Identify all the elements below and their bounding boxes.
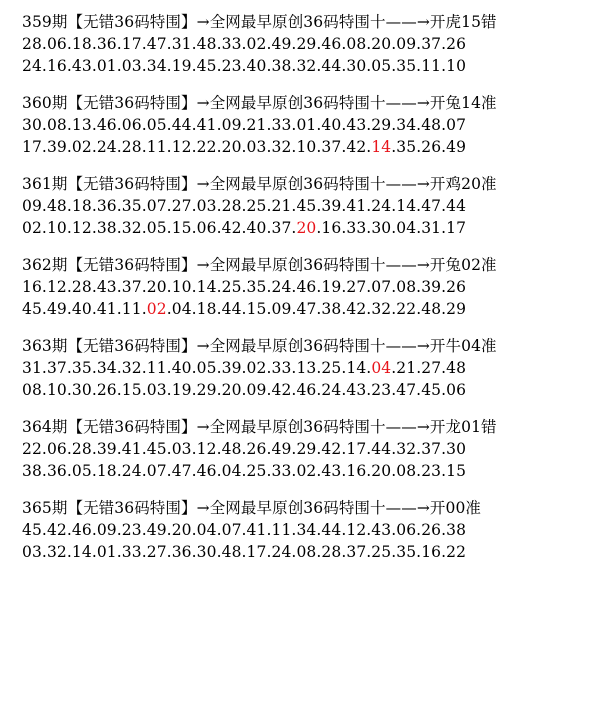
numbers: 31.37.35.34.32.11.40.05.39.02.33.13.25.14.	[22, 359, 372, 377]
number-row	[22, 33, 595, 55]
number-row	[22, 298, 595, 320]
numbers: .16.33.30.04.31.17	[316, 219, 467, 237]
numbers: 45.49.40.41.11.	[22, 300, 147, 318]
number-row	[22, 379, 595, 401]
entry-360	[22, 92, 595, 158]
number-row	[22, 357, 595, 379]
entry-header: 365期【无错36码特围】→全网最早原创36码特围十——→开00准	[22, 499, 482, 517]
number-row	[22, 55, 595, 77]
numbers: 16.12.28.43.37.20.10.14.25.35.24.46.19.27.07.08.39.26	[22, 278, 467, 296]
entry-header: 359期【无错36码特围】→全网最早原创36码特围十——→开虎15错	[22, 13, 497, 31]
entry-363	[22, 335, 595, 401]
entry-365	[22, 497, 595, 563]
entry-header: 361期【无错36码特围】→全网最早原创36码特围十——→开鸡20准	[22, 175, 497, 193]
numbers: 38.36.05.18.24.07.47.46.04.25.33.02.43.16.20.08.23.15	[22, 462, 467, 480]
winning-number-highlight: 14	[371, 138, 392, 156]
number-row	[22, 276, 595, 298]
number-row	[22, 195, 595, 217]
entry-header: 364期【无错36码特围】→全网最早原创36码特围十——→开龙01错	[22, 418, 497, 436]
numbers: .04.18.44.15.09.47.38.42.32.22.48.29	[166, 300, 467, 318]
numbers: 03.32.14.01.33.27.36.30.48.17.24.08.28.37.25.35.16.22	[22, 543, 467, 561]
entry-header: 360期【无错36码特围】→全网最早原创36码特围十——→开兔14准	[22, 94, 497, 112]
winning-number-highlight: 20	[296, 219, 317, 237]
entry-361	[22, 173, 595, 239]
number-row	[22, 136, 595, 158]
winning-number-highlight: 04	[371, 359, 392, 377]
numbers: .35.26.49	[391, 138, 467, 156]
winning-number-highlight: 02	[146, 300, 167, 318]
numbers: .21.27.48	[391, 359, 467, 377]
number-row	[22, 217, 595, 239]
number-row	[22, 519, 595, 541]
numbers: 30.08.13.46.06.05.44.41.09.21.33.01.40.43.29.34.48.07	[22, 116, 467, 134]
numbers: 24.16.43.01.03.34.19.45.23.40.38.32.44.30.05.35.11.10	[22, 57, 467, 75]
number-row	[22, 460, 595, 482]
number-row	[22, 541, 595, 563]
entry-359	[22, 11, 595, 77]
entry-364	[22, 416, 595, 482]
numbers: 28.06.18.36.17.47.31.48.33.02.49.29.46.08.20.09.37.26	[22, 35, 467, 53]
number-row	[22, 114, 595, 136]
entry-362	[22, 254, 595, 320]
number-row	[22, 438, 595, 460]
numbers: 09.48.18.36.35.07.27.03.28.25.21.45.39.41.24.14.47.44	[22, 197, 467, 215]
numbers: 22.06.28.39.41.45.03.12.48.26.49.29.42.17.44.32.37.30	[22, 440, 467, 458]
numbers: 08.10.30.26.15.03.19.29.20.09.42.46.24.43.23.47.45.06	[22, 381, 467, 399]
numbers: 45.42.46.09.23.49.20.04.07.41.11.34.44.12.43.06.26.38	[22, 521, 467, 539]
entry-header: 362期【无错36码特围】→全网最早原创36码特围十——→开兔02准	[22, 256, 497, 274]
entry-header: 363期【无错36码特围】→全网最早原创36码特围十——→开牛04准	[22, 337, 497, 355]
numbers: 02.10.12.38.32.05.15.06.42.40.37.	[22, 219, 297, 237]
numbers: 17.39.02.24.28.11.12.22.20.03.32.10.37.42.	[22, 138, 372, 156]
